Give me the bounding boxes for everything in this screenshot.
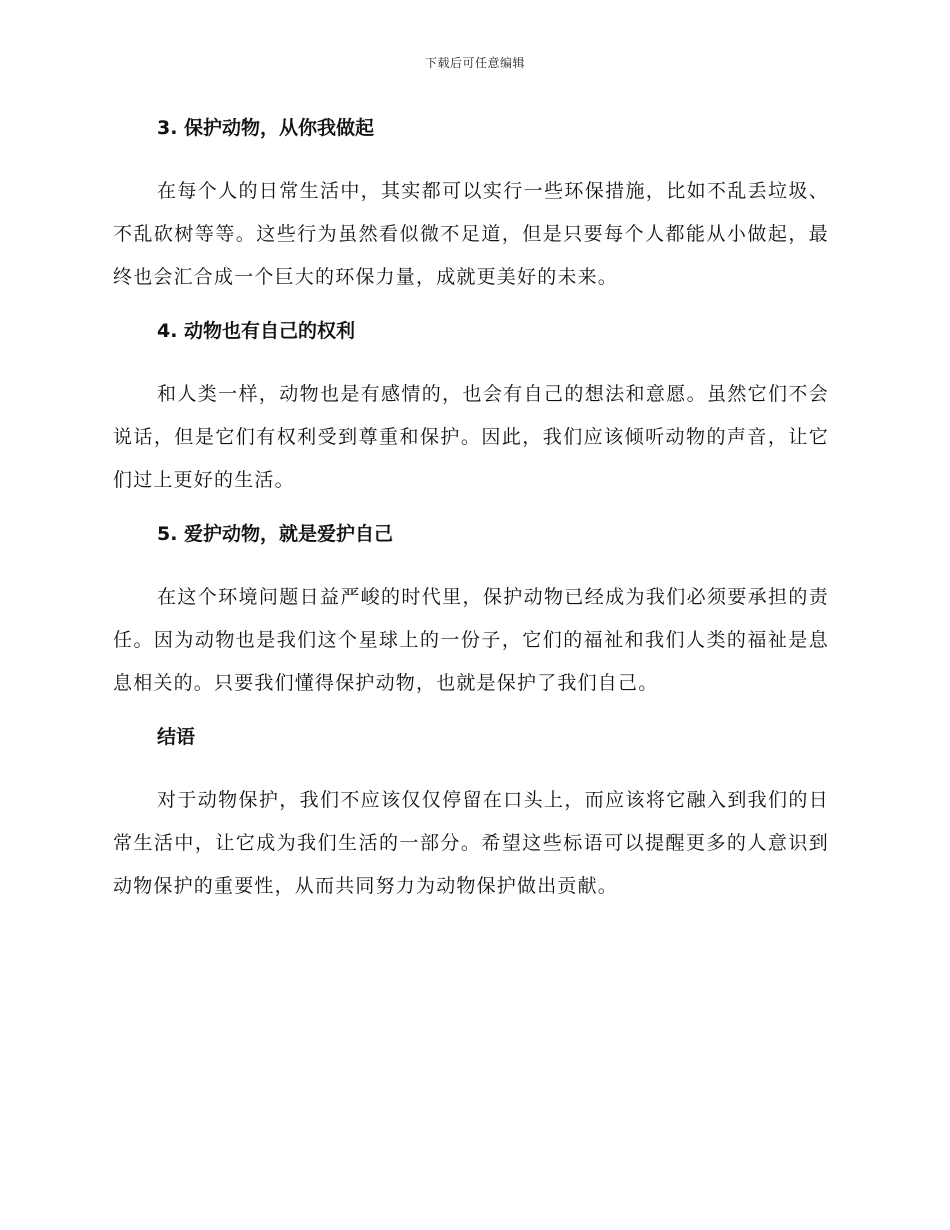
document-body: [113, 108, 829, 920]
section-conclusion: [113, 717, 829, 908]
section-heading: 结语: [157, 726, 196, 748]
section-4: [113, 311, 829, 502]
page-header-note: 下载后可任意编辑: [424, 56, 525, 70]
section-5: [113, 514, 829, 705]
section-heading: 5. 爱护动物，就是爱护自己: [157, 523, 394, 545]
section-heading: 3. 保护动物，从你我做起: [157, 117, 375, 139]
section-paragraph: 对于动物保护，我们不应该仅仅停留在口头上，而应该将它融入到我们的日常生活中，让它成为我们生活的一部分。希望这些标语可以提醒更多的人意识到动物保护的重要性，从而共同努力为动物保护做出贡献。: [113, 789, 829, 897]
section-3: [113, 108, 829, 299]
section-paragraph: 在每个人的日常生活中，其实都可以实行一些环保措施，比如不乱丢垃圾、不乱砍树等等。这些行为虽然看似微不足道，但是只要每个人都能从小做起，最终也会汇合成一个巨大的环保力量，成就更美好的未来。: [113, 180, 829, 288]
section-heading: 4. 动物也有自己的权利: [157, 320, 356, 342]
section-paragraph: 在这个环境问题日益严峻的时代里，保护动物已经成为我们必须要承担的责任。因为动物也是我们这个星球上的一份子，它们的福祉和我们人类的福祉是息息相关的。只要我们懂得保护动物，也就是保护了我们自己。: [113, 586, 829, 694]
section-paragraph: 和人类一样，动物也是有感情的，也会有自己的想法和意愿。虽然它们不会说话，但是它们有权利受到尊重和保护。因此，我们应该倾听动物的声音，让它们过上更好的生活。: [113, 383, 829, 491]
